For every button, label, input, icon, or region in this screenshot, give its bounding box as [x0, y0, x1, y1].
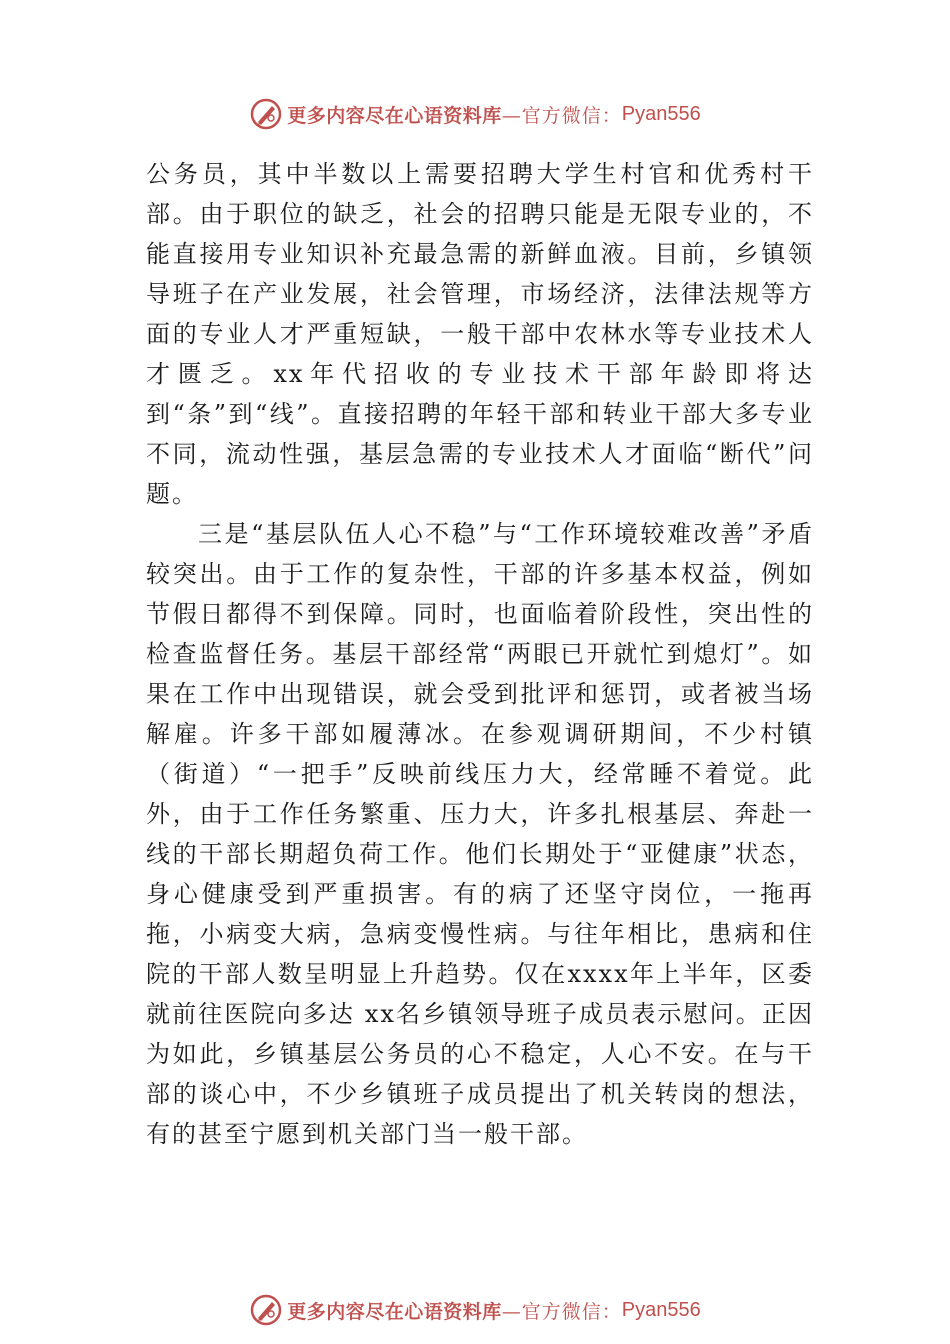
pen-seal-icon [249, 1293, 283, 1327]
paragraph-continuation: 公务员，其中半数以上需要招聘大学生村官和优秀村干部。由于职位的缺乏，社会的招聘只能是无限专业的，不能直接用专业知识补充最急需的新鲜血液。目前，乡镇领导班子在产业发展，社会管理，市场经济，法律法规等方面的专业人才严重短缺，一般干部中农林水等专业技术人才匮乏。xx年代招收的专业技术干部年龄即将达到“条”到“线”。直接招聘的年轻干部和转业干部大多专业不同，流动性强，基层急需的专业技术人才面临“断代”问题。 [146, 160, 814, 508]
pen-seal-icon [249, 97, 283, 131]
page-header-banner [0, 94, 950, 134]
header-slogan: 更多内容尽在心语资料库 [287, 104, 502, 127]
footer-wechat-id: Pyan556 [621, 1298, 701, 1321]
header-wechat-label: —官方微信： [501, 104, 622, 127]
page-footer-banner [0, 1290, 950, 1330]
document-body [146, 154, 814, 1154]
paragraph-point-three: 三是“基层队伍人心不稳”与“工作环境较难改善”矛盾较突出。由于工作的复杂性，干部的许多基本权益，例如节假日都得不到保障。同时，也面临着阶段性，突出性的检查监督任务。基层干部经常“两眼已开就忙到熄灯”。如果在工作中出现错误，就会受到批评和惩罚，或者被当场解雇。许多干部如履薄冰。在参观调研期间，不少村镇（街道）“一把手”反映前线压力大，经常睡不着觉。此外，由于工作任务繁重、压力大，许多扎根基层、奔赴一线的干部长期超负荷工作。他们长期处于“亚健康”状态，身心健康受到严重损害。有的病了还坚守岗位，一拖再拖，小病变大病，急病变慢性病。与往年相比，患病和住院的干部人数呈明显上升趋势。仅在xxxx年上半年，区委就前往医院向多达 xx名乡镇领导班子成员表示慰问。正因为如此，乡镇基层公务员的心不稳定，人心不安。在与干部的谈心中，不少乡镇班子成员提出了机关转岗的想法，有的甚至宁愿到机关部门当一般干部。 [146, 520, 814, 1148]
header-wechat-id: Pyan556 [621, 102, 701, 125]
footer-slogan: 更多内容尽在心语资料库 [287, 1300, 502, 1323]
footer-wechat-label: —官方微信： [501, 1300, 622, 1323]
